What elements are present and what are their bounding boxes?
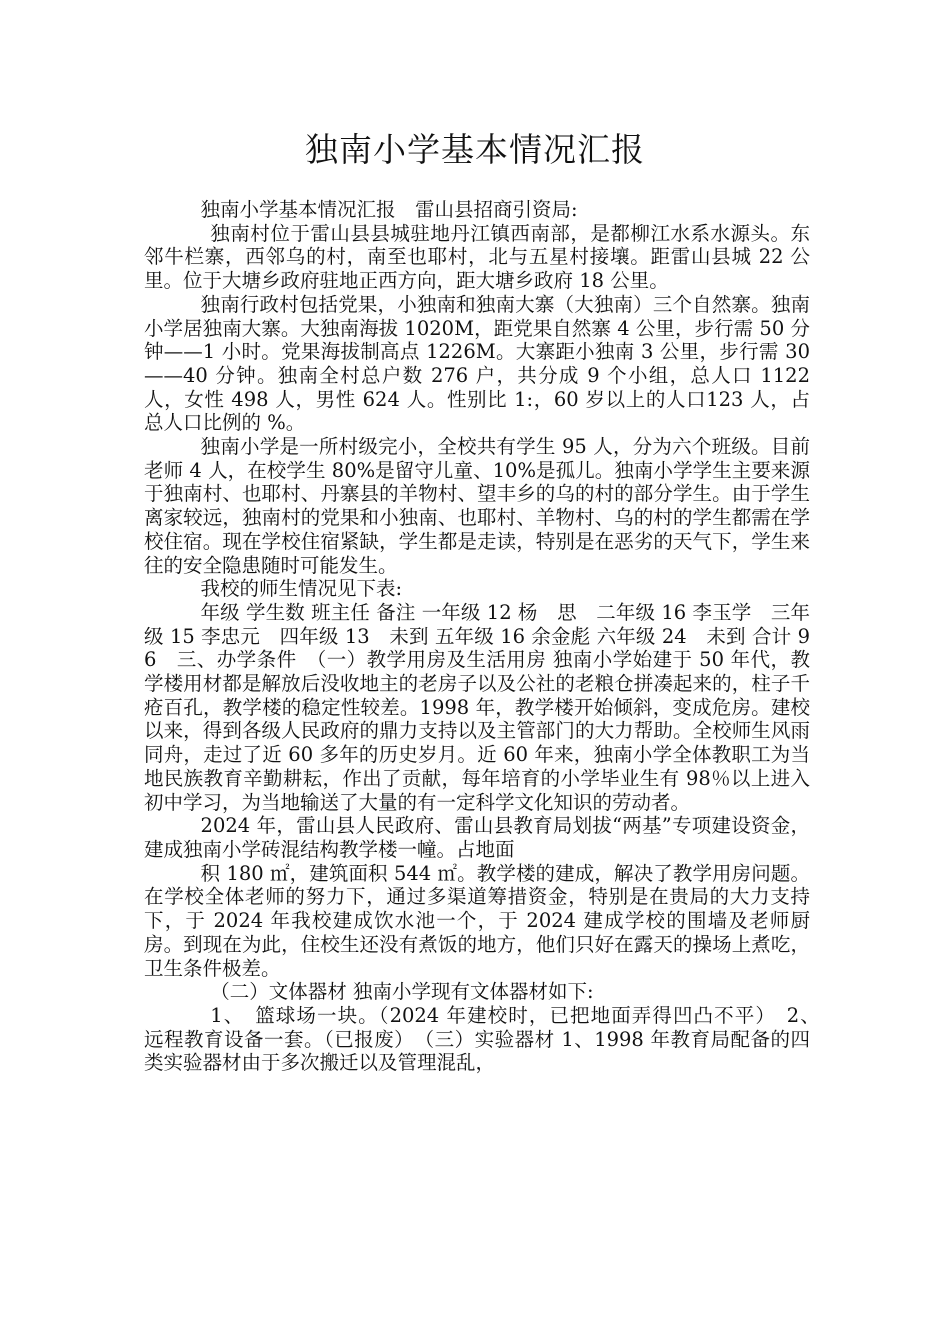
paragraph-school: 独南小学是一所村级完小，全校共有学生 95 人，分为六个班级。目前老师 4 人，在校学生 80%是留守儿童、10%是孤儿。独南小学学生主要来源于独南村、也耶村、丹寨县的羊物村、望丰乡的乌的村的部分学生。由于学生离家较远，独南村的党果和小独南、也耶村、羊物村、乌的村的学生都需在学校住宿。现在学校住宿紧缺，学生都是走读，特别是在恶劣的天气下，学生来往的安全隐患随时可能发生。 <box>144 435 810 577</box>
document-body <box>144 198 830 1075</box>
paragraph-village: 独南行政村包括党果，小独南和独南大寨（大独南）三个自然寨。独南小学居独南大寨。大独南海拔 1020M，距党果自然寨 4 公里，步行需 50 分钟——1 小时。党果海拔制高点 1226M。大寨距小独南 3 公里，步行需 30——40 分钟。独南全村总户数 276 户，共分成 9 个小组，总人口 1122 人，女性 498 人，男性 624 人。性别比 1:，60 岁以上的人口123 人，占总人口比例的 %。 <box>144 292 810 435</box>
paragraph-table-intro: 我校的师生情况见下表: <box>200 577 403 601</box>
paragraph-equipment-list: 1、 篮球场一块。（2024 年建校时，已把地面弄得凹凸不平） 2、 远程教育设备一套。（已报废） （三）实验器材 1、1998 年教育局配备的四类实验器材由于多次搬迁以及管理混乱， <box>144 1003 830 1075</box>
document-title: 独南小学基本情况汇报 <box>305 130 645 169</box>
paragraph-sports-equipment-heading: （二）文体器材 独南小学现有文体器材如下: <box>210 980 594 1004</box>
paragraph-location: 独南村位于雷山县县城驻地丹江镇西南部，是都柳江水系水源头。东邻牛栏寨，西邻乌的村，南至也耶村，北与五星村接壤。距雷山县城 22 公里。位于大塘乡政府驻地正西方向，距大塘乡政府 18 公里。 <box>144 221 810 293</box>
paragraph-construction: 2024 年，雷山县人民政府、雷山县教育局划拔“两基”专项建设资金，建成独南小学砖混结构教学楼一幢。占地面 <box>144 814 810 861</box>
salutation-paragraph: 独南小学基本情况汇报 雷山县招商引资局: <box>200 198 578 221</box>
paragraph-class-table-and-conditions: 年级 学生数 班主任 备注 一年级 12 杨 思 二年级 16 李玉学 三年级 15 李忠元 四年级 13 未到 五年级 16 余金彪 六年级 24 未到 合计 96 三、办学条件 （一）教学用房及生活用房 独南小学始建于 50 年代，教学楼用材都是解放后没收地主的老房子以及公社的老粮仓拼凑起来的，柱子千疮百孔，教学楼的稳定性较差。1998 年，教学楼开始倾斜，变成危房。建校以来，得到各级人民政府的鼎力支持以及主管部门的大力帮助。全校师生风雨同舟，走过了近 60 多年的历史岁月。近 60 年来，独南小学全体教职工为当地民族教育辛勤耕耘，作出了贡献，每年培育的小学毕业生有 98％以上进入初中学习，为当地输送了大量的有一定科学文化知识的劳动者。 <box>144 600 810 814</box>
paragraph-area: 积 180 ㎡，建筑面积 544 ㎡。教学楼的建成，解决了教学用房问题。在学校全体老师的努力下，通过多渠道筹措资金，特别是在贵局的大力支持下，于 2024 年我校建成饮水池一个，于 2024 建成学校的围墙及老师厨房。到现在为此，住校生还没有煮饭的地方，他们只好在露天的操场上煮吃，卫生条件极差。 <box>144 861 810 980</box>
